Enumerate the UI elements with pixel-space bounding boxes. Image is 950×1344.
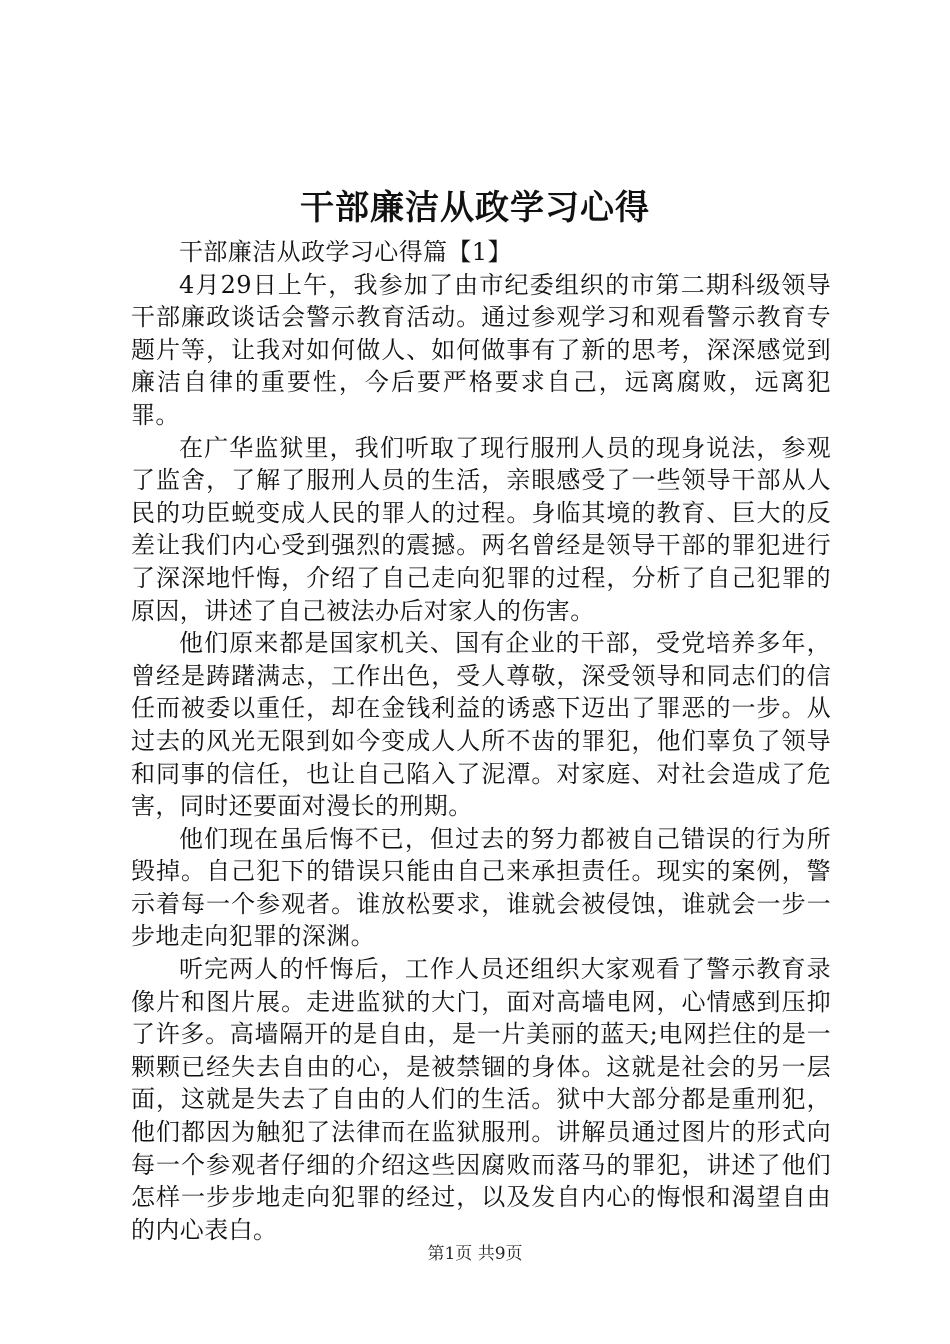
page-number-footer: 第1页 共9页 [427, 1244, 523, 1264]
section-heading: 干部廉洁从政学习心得篇【1】 [179, 238, 512, 266]
document-body [131, 236, 831, 1246]
paragraph-2: 在广华监狱里，我们听取了现行服刑人员的现身说法，参观了监舍，了解了服刑人员的生活，亲眼感受了一些领导干部从人民的功臣蜕变成人民的罪人的过程。身临其境的教育、巨大的反差让我们内心受到强烈的震撼。两名曾经是领导干部的罪犯进行了深深地忏悔，介绍了自己走向犯罪的过程，分析了自己犯罪的原因，讲述了自己被法办后对家人的伤害。 [131, 433, 831, 625]
document-title: 干部廉洁从政学习心得 [300, 188, 650, 228]
paragraph-1: 4月29日上午，我参加了由市纪委组织的市第二期科级领导干部廉政谈话会警示教育活动。通过参观学习和观看警示教育专题片等，让我对如何做人、如何做事有了新的思考，深深感觉到廉洁自律的重要性，今后要严格要求自己，远离腐败，远离犯罪。 [131, 270, 831, 429]
paragraph-5: 听完两人的忏悔后，工作人员还组织大家观看了警示教育录像片和图片展。走进监狱的大门，面对高墙电网，心情感到压抑了许多。高墙隔开的是自由，是一片美丽的蓝天;电网拦住的是一颗颗已经失去自由的心，是被禁锢的身体。这就是社会的另一层面，这就是失去了自由的人们的生活。狱中大部分都是重刑犯，他们都因为触犯了法律而在监狱服刑。讲解员通过图片的形式向每一个参观者仔细的介绍这些因腐败而落马的罪犯，讲述了他们怎样一步步地走向犯罪的经过，以及发自内心的悔恨和渴望自由的内心表白。 [131, 955, 831, 1244]
paragraph-3: 他们原来都是国家机关、国有企业的干部，受党培养多年，曾经是踌躇满志，工作出色，受人尊敬，深受领导和同志们的信任而被委以重任，却在金钱利益的诱惑下迈出了罪恶的一步。从过去的风光无限到如今变成人人所不齿的罪犯，他们辜负了领导和同事的信任，也让自己陷入了泥潭。对家庭、对社会造成了危害，同时还要面对漫长的刑期。 [131, 629, 831, 821]
paragraph-4: 他们现在虽后悔不已，但过去的努力都被自己错误的行为所毁掉。自己犯下的错误只能由自己来承担责任。现实的案例，警示着每一个参观者。谁放松要求，谁就会被侵蚀，谁就会一步一步地走向犯罪的深渊。 [131, 824, 831, 951]
